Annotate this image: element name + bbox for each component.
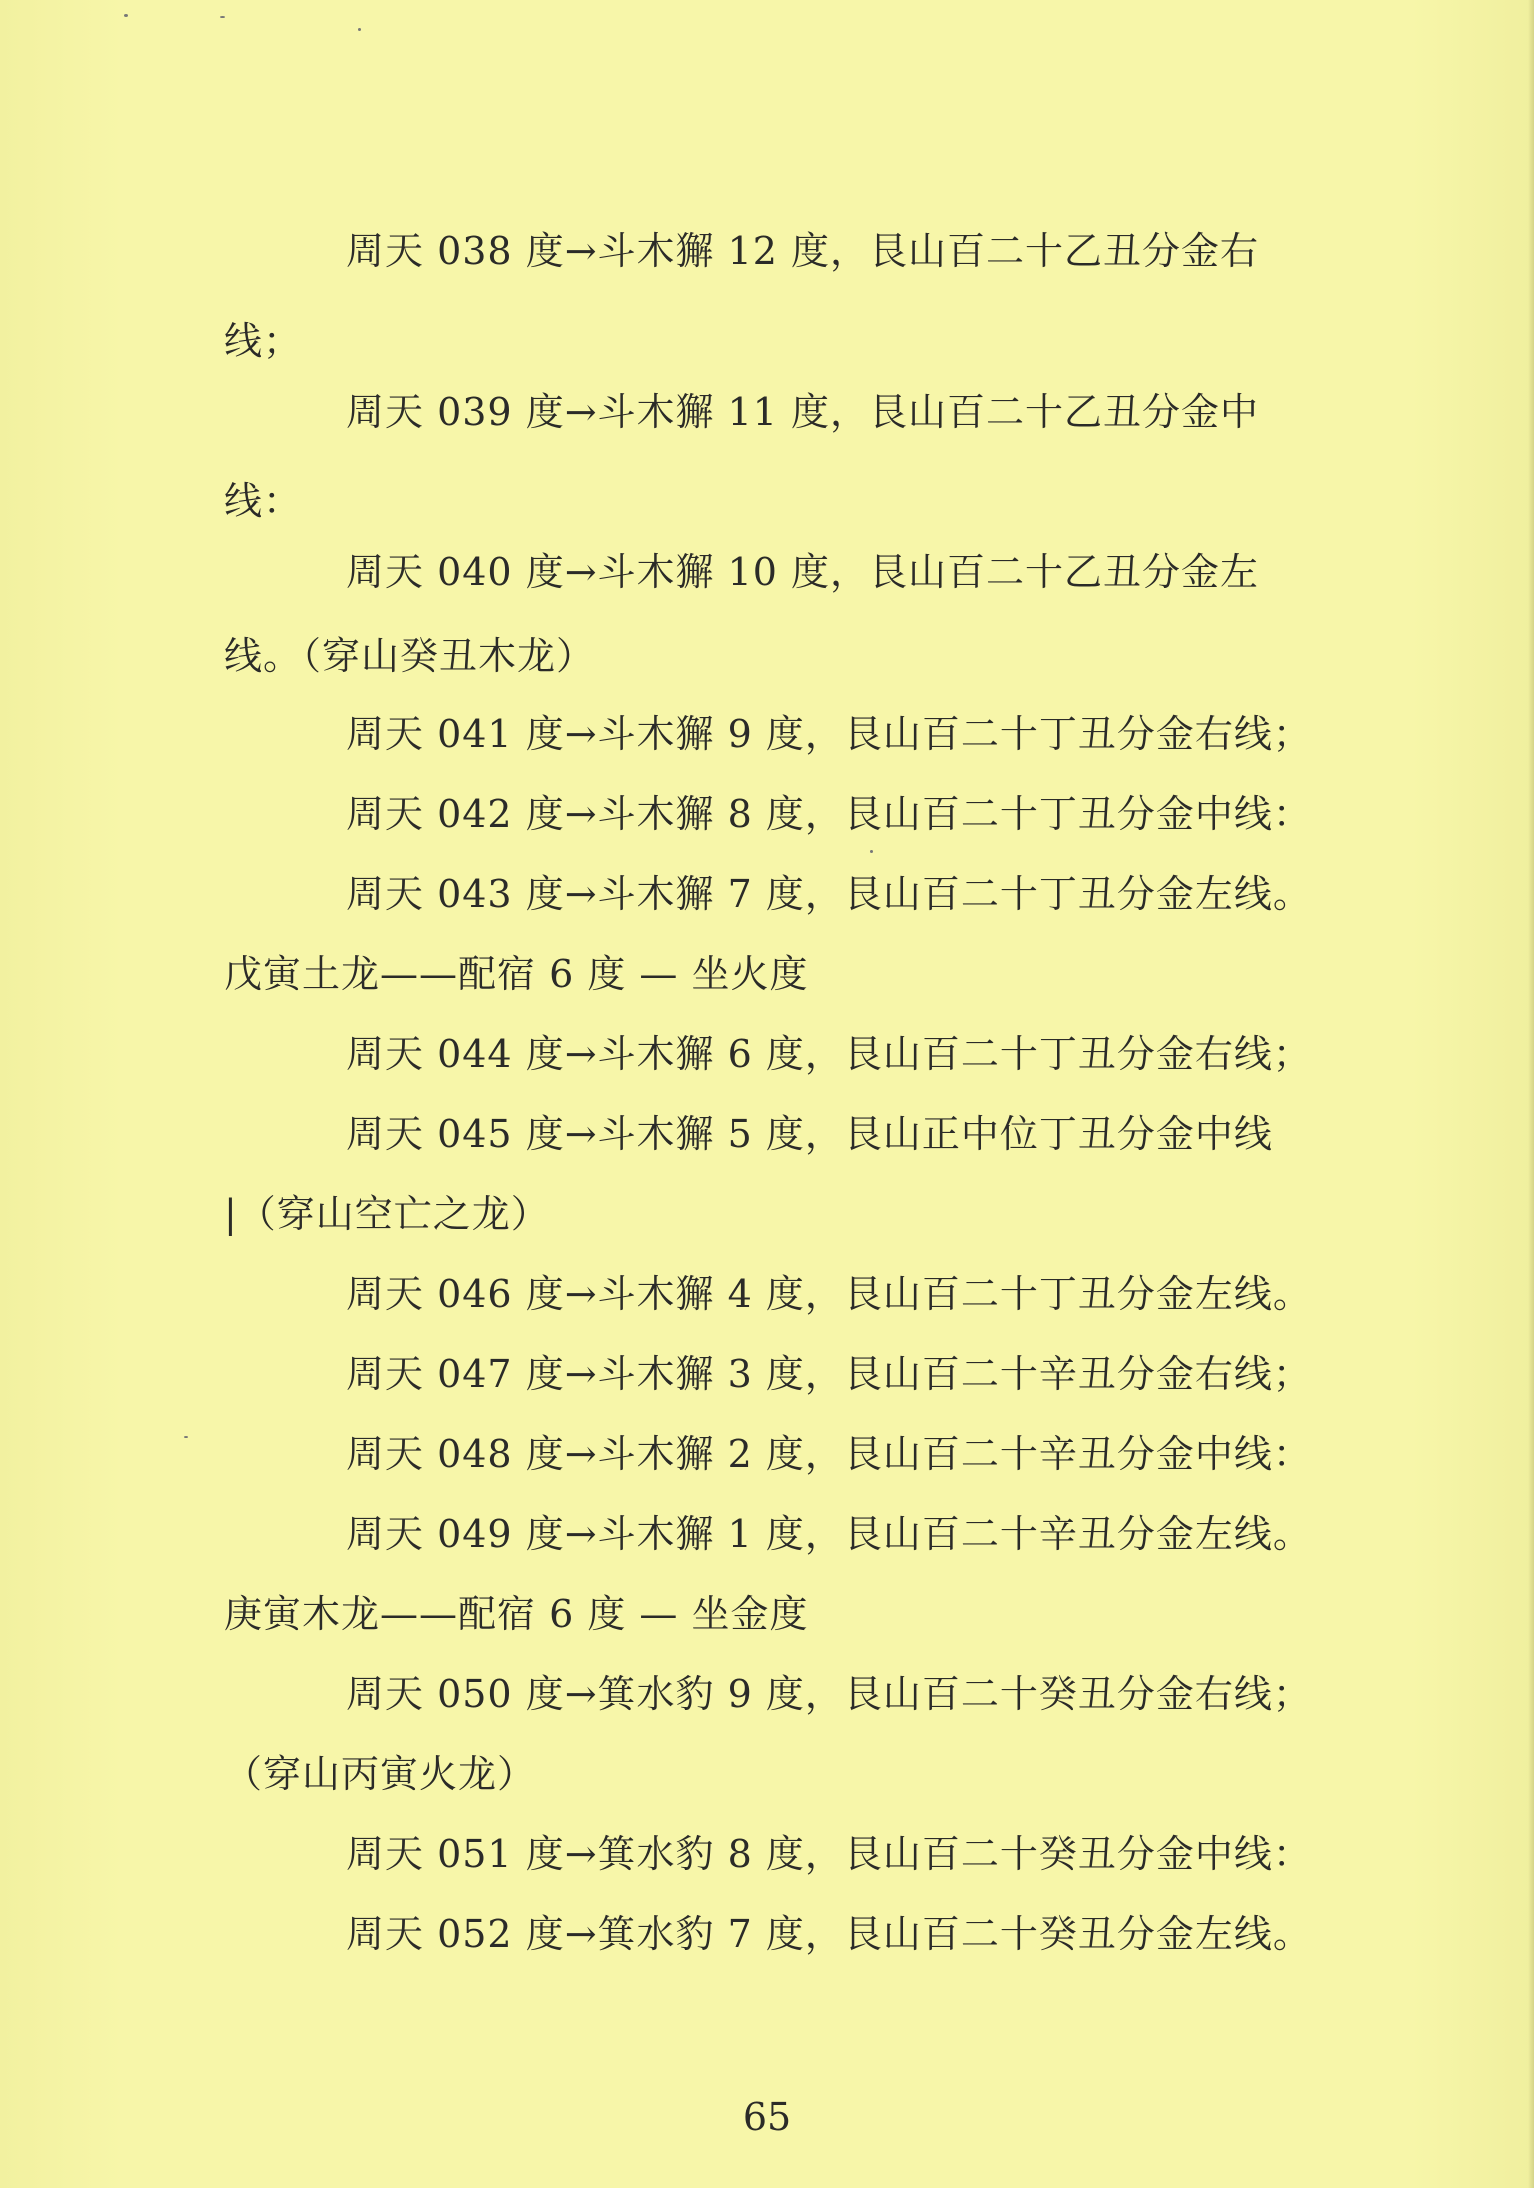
scan-edge-shadow — [1528, 0, 1534, 2188]
text-line: 线。（穿山癸丑木龙） — [224, 634, 596, 678]
text-line: 周天 051 度→箕水豹 8 度，艮山百二十癸丑分金中线： — [346, 1832, 1312, 1876]
text-line: 周天 039 度→斗木獬 11 度，艮山百二十乙丑分金中 — [346, 390, 1260, 434]
page-number: 65 — [742, 2095, 792, 2139]
scan-speck — [184, 1436, 188, 1438]
text-line: 周天 047 度→斗木獬 3 度，艮山百二十辛丑分金右线； — [346, 1352, 1312, 1396]
text-line: 周天 038 度→斗木獬 12 度，艮山百二十乙丑分金右 — [346, 229, 1260, 273]
text-line: 周天 050 度→箕水豹 9 度，艮山百二十癸丑分金右线； — [346, 1672, 1312, 1716]
text-line: 周天 044 度→斗木獬 6 度，艮山百二十丁丑分金右线； — [346, 1032, 1312, 1076]
text-line: 周天 043 度→斗木獬 7 度，艮山百二十丁丑分金左线。 — [346, 872, 1312, 916]
text-line: 线； — [224, 319, 303, 363]
text-line: 周天 052 度→箕水豹 7 度，艮山百二十癸丑分金左线。 — [346, 1912, 1312, 1956]
text-line: 周天 048 度→斗木獬 2 度，艮山百二十辛丑分金中线： — [346, 1432, 1312, 1476]
text-line: 周天 042 度→斗木獬 8 度，艮山百二十丁丑分金中线： — [346, 792, 1312, 836]
text-line: （穿山丙寅火龙） — [224, 1752, 537, 1796]
scan-speck — [870, 850, 873, 853]
text-line: 周天 046 度→斗木獬 4 度，艮山百二十丁丑分金左线。 — [346, 1272, 1312, 1316]
section-heading: 庚寅木龙——配宿 6 度 — 坐金度 — [224, 1592, 809, 1636]
text-line: |（穿山空亡之龙） — [224, 1192, 550, 1236]
scan-speck — [358, 28, 361, 31]
text-line: 周天 041 度→斗木獬 9 度，艮山百二十丁丑分金右线； — [346, 712, 1312, 756]
scan-speck — [124, 14, 128, 17]
scan-speck — [220, 16, 225, 18]
text-line: 周天 049 度→斗木獬 1 度，艮山百二十辛丑分金左线。 — [346, 1512, 1312, 1556]
section-heading: 戊寅土龙——配宿 6 度 — 坐火度 — [224, 952, 809, 996]
text-line: 周天 040 度→斗木獬 10 度，艮山百二十乙丑分金左 — [346, 550, 1260, 594]
text-line: 周天 045 度→斗木獬 5 度，艮山正中位丁丑分金中线 — [346, 1112, 1273, 1156]
text-line: 线： — [224, 479, 303, 523]
